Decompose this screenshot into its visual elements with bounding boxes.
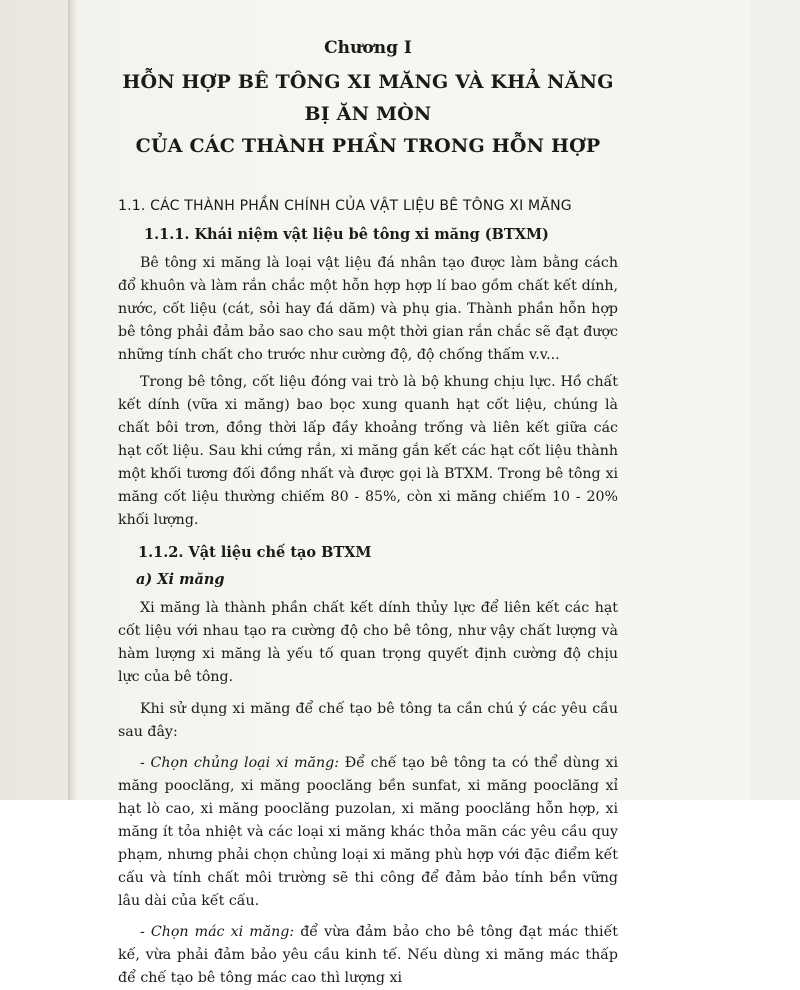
paragraph-cement-role: Xi măng là thành phần chất kết dính thủy lực để liên kết các hạt cốt liệu với nhau tạo ra cường độ cho bê tông, như vậy chất lượng và hàm lượng xi măng là yếu tố quan trọng quyết định cường độ chịu lực của bê tông. <box>118 600 618 685</box>
bullet-cement-type-text: Để chế tạo bê tông ta có thể dùng xi măng pooclăng, xi măng pooclăng bền sunfat, xi măng pooclăng xỉ hạt lò cao, xi măng pooclăng puzolan, xi măng pooclăng hỗn hợp, xi măng ít tỏa nhiệt và các loại xi măng khác thỏa mãn các yêu cầu quy phạm, nhưng phải chọn chủng loại xi măng phù hợp với đặc điểm kết cấu và tính chất môi trường sẽ thi công để đảm bảo tính bền vững lâu dài của kết cấu. <box>118 755 618 909</box>
page-content <box>118 26 618 990</box>
bullet-cement-grade-lead: - Chọn mác xi măng: <box>140 924 295 940</box>
section-1-1-heading: 1.1. CÁC THÀNH PHẦN CHÍNH CỦA VẬT LIỆU BÊ TÔNG XI MĂNG <box>118 198 572 214</box>
chapter-title <box>118 66 618 162</box>
section-1-1-1-heading: 1.1.1. Khái niệm vật liệu bê tông xi măng (BTXM) <box>144 226 549 243</box>
chapter-title-line2: CỦA CÁC THÀNH PHẦN TRONG HỖN HỢP <box>135 135 601 157</box>
paragraph-btxm-structure: Trong bê tông, cốt liệu đóng vai trò là bộ khung chịu lực. Hồ chất kết dính (vữa xi măng) bao bọc xung quanh hạt cốt liệu, chúng là chất bôi trơn, đồng thời lấp đầy khoảng trống và liên kết giữa các hạt cốt liệu. Sau khi cứng rắn, xi măng gắn kết các hạt cốt liệu thành một khối tương đối đồng nhất và được gọi là BTXM. Trong bê tông xi măng cốt liệu thường chiếm 80 - 85%, còn xi măng chiếm 10 - 20% khối lượng. <box>118 374 618 528</box>
bullet-cement-type <box>118 752 618 913</box>
bullet-cement-grade-text: để vừa đảm bảo cho bê tông đạt mác thiết kế, vừa phải đảm bảo yêu cầu kinh tế. Nếu dùng xi măng mác thấp để chế tạo bê tông mác cao thì lượng xi <box>118 924 618 986</box>
spine-shadow <box>68 0 78 800</box>
chapter-title-line1: HỖN HỢP BÊ TÔNG XI MĂNG VÀ KHẢ NĂNG BỊ ĂN MÒN <box>122 71 614 125</box>
paragraph-cement-requirements-intro: Khi sử dụng xi măng để chế tạo bê tông ta cần chú ý các yêu cầu sau đây: <box>118 701 618 740</box>
section-1-1-2-heading: 1.1.2. Vật liệu chế tạo BTXM <box>138 544 372 561</box>
subsection-a-heading: a) Xi măng <box>136 571 225 588</box>
paragraph-btxm-definition: Bê tông xi măng là loại vật liệu đá nhân tạo được làm bằng cách đổ khuôn và làm rắn chắc một hỗn hợp hợp lí bao gồm chất kết dính, nước, cốt liệu (cát, sỏi hay đá dăm) và phụ gia. Thành phần hỗn hợp bê tông phải đảm bảo sao cho sau một thời gian rắn chắc sẽ đạt được những tính chất cho trước như cường độ, độ chống thấm v.v... <box>118 255 618 363</box>
chapter-label: Chương I <box>324 38 412 58</box>
bullet-cement-grade <box>118 921 618 990</box>
bullet-cement-type-lead: - Chọn chủng loại xi măng: <box>140 755 340 771</box>
